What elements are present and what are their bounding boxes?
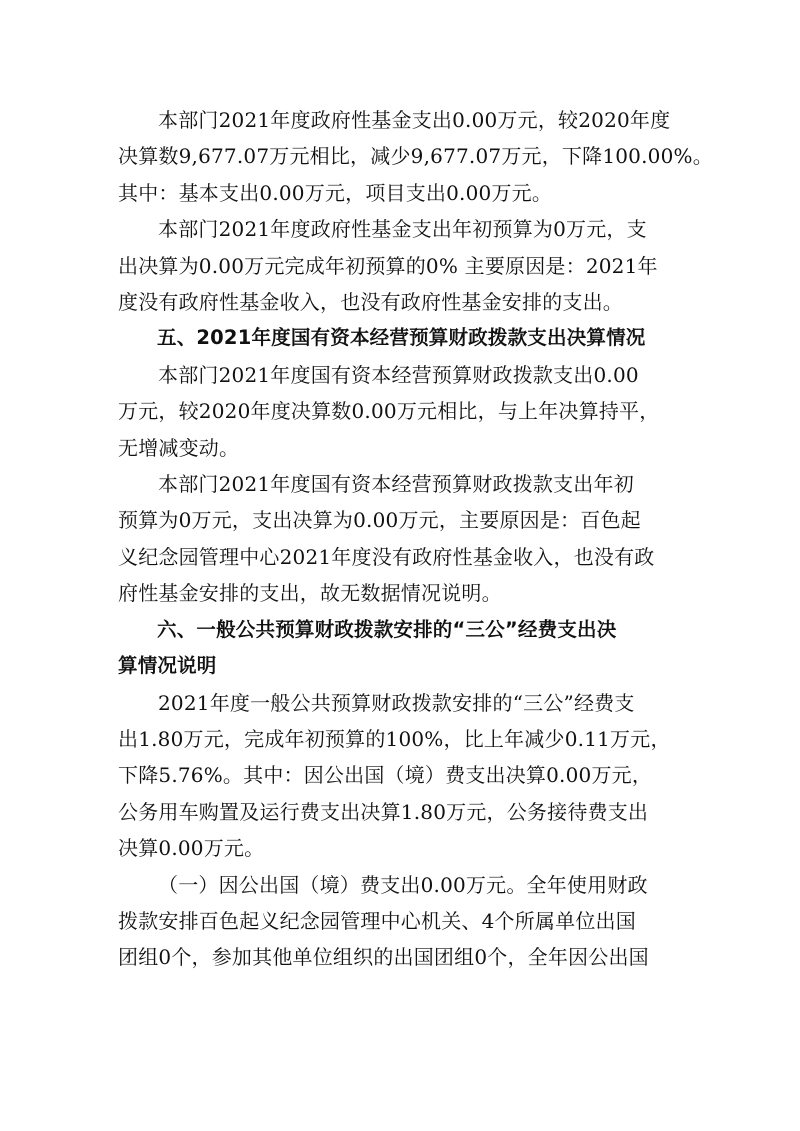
text-line: 万元，较2020年度决算数0.00万元相比，与上年决算持平， [118, 399, 660, 424]
text-line: 义纪念园管理中心2021年度没有政府性基金收入，也没有政 [118, 544, 655, 569]
paragraph-three-public-expenses [118, 685, 688, 867]
section-heading-5 [118, 320, 688, 356]
heading-line: 算情况说明 [118, 654, 217, 678]
text-line: 出决算为0.00万元完成年初预算的0% 主要原因是：2021年 [118, 253, 658, 278]
text-line: 预算为0万元，支出决算为0.00万元，主要原因是：百色起 [118, 508, 641, 533]
text-line: 本部门2021年度国有资本经营预算财政拨款支出0.00 [158, 362, 639, 387]
paragraph-overseas-travel-expenses [118, 867, 688, 976]
text-line: 决算数9,677.07万元相比，减少9,677.07万元，下降100.00%。 [118, 144, 713, 169]
text-line: 公务用车购置及运行费支出决算1.80万元，公务接待费支出 [118, 799, 649, 824]
text-line: 决算0.00万元。 [118, 836, 265, 861]
text-line: 府性基金安排的支出，故无数据情况说明。 [118, 581, 502, 606]
text-line: （一）因公出国（境）费支出0.00万元。全年使用财政 [158, 872, 648, 897]
paragraph-government-fund-expenditure [118, 102, 713, 211]
heading-line: 六、一般公共预算财政拨款安排的“三公”经费支出决 [157, 617, 617, 641]
text-line: 度没有政府性基金收入，也没有政府性基金安排的支出。 [118, 290, 623, 315]
text-line: 下降5.76%。其中：因公出国（境）费支出决算0.00万元， [118, 763, 653, 788]
section-heading-6 [118, 612, 688, 685]
paragraph-state-capital-budget [118, 466, 688, 612]
text-line: 本部门2021年度国有资本经营预算财政拨款支出年初 [158, 472, 634, 497]
text-line: 出1.80万元，完成年初预算的100%，比上年减少0.11万元， [118, 726, 671, 751]
text-line: 2021年度一般公共预算财政拨款安排的“三公”经费支 [158, 690, 635, 715]
text-line: 团组0个，参加其他单位组织的出国团组0个，全年因公出国 [118, 945, 649, 970]
heading-line: 五、2021年度国有资本经营预算财政拨款支出决算情况 [157, 326, 646, 350]
text-line: 无增减变动。 [118, 435, 240, 460]
text-line: 拨款安排百色起义纪念园管理中心机关、4个所属单位出国 [118, 908, 636, 933]
text-line: 本部门2021年度政府性基金支出0.00万元，较2020年度 [158, 108, 671, 132]
document-body [118, 102, 713, 976]
paragraph-government-fund-budget [118, 211, 688, 320]
text-line: 其中：基本支出0.00万元，项目支出0.00万元。 [118, 180, 553, 205]
text-line: 本部门2021年度政府性基金支出年初预算为0万元，支 [158, 217, 647, 242]
paragraph-state-capital-expenditure [118, 357, 688, 466]
